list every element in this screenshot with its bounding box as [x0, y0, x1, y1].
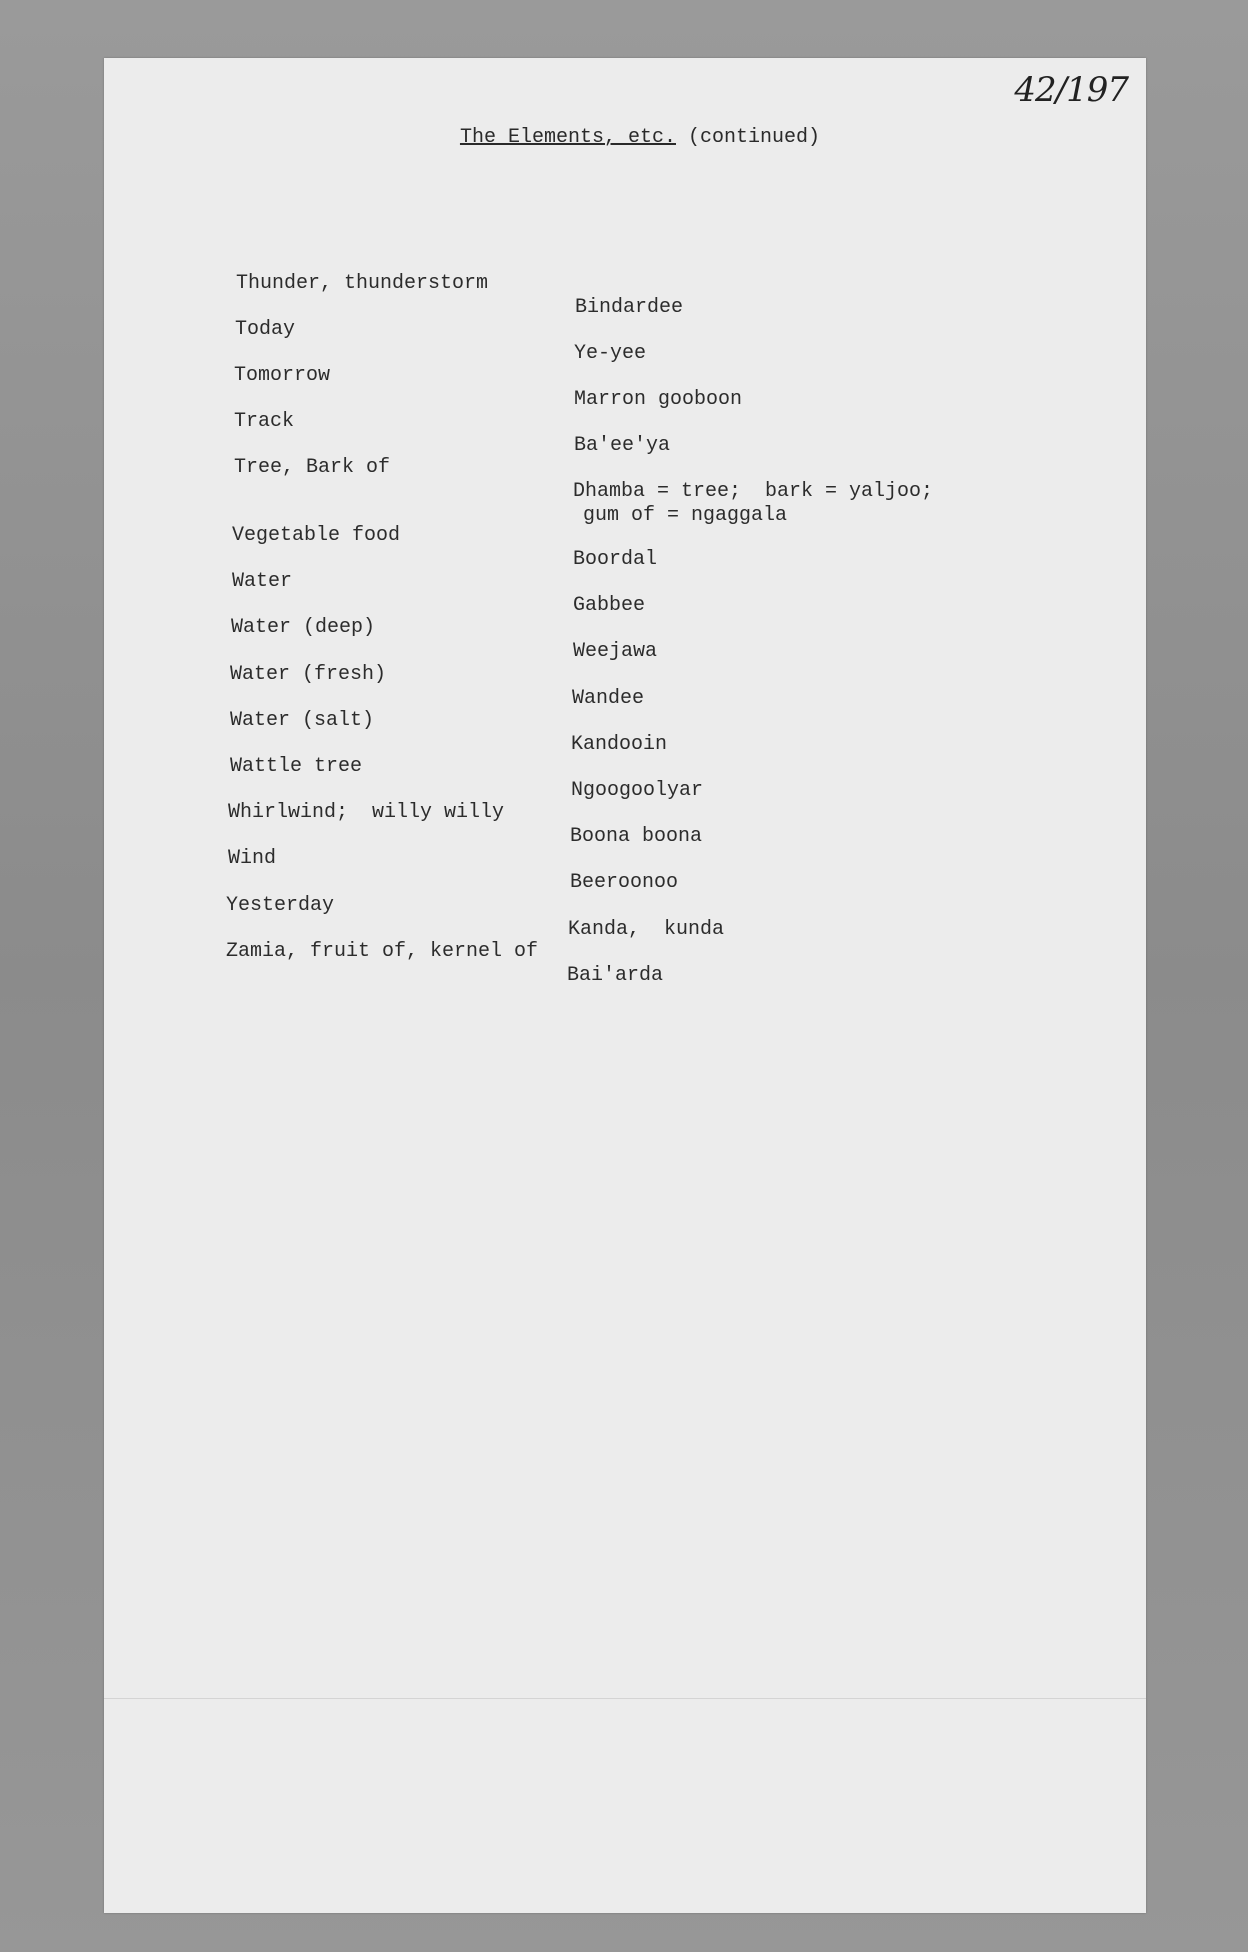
entry-gloss: [573, 480, 933, 528]
page-heading: [104, 126, 1146, 149]
entry-term: Wind: [228, 847, 277, 870]
entry-gloss-line: Dhamba = tree; bark = yaljoo;: [573, 480, 934, 503]
entry-gloss: Kanda, kunda: [568, 918, 725, 941]
entry-term: Water (salt): [230, 709, 375, 732]
entry-term: Water (fresh): [230, 663, 387, 686]
entry-term: Track: [234, 410, 295, 433]
entry-term: Whirlwind; willy willy: [228, 801, 505, 824]
entry-term: Tree, Bark of: [234, 456, 391, 479]
entry-gloss: Marron gooboon: [574, 388, 743, 411]
heading-suffix: (continued): [676, 126, 821, 149]
entry-gloss: Boordal: [573, 548, 658, 571]
document-page: [104, 58, 1146, 1913]
entry-term: Water (deep): [231, 616, 376, 639]
entry-term: Zamia, fruit of, kernel of: [226, 940, 539, 963]
entry-term: Yesterday: [226, 894, 335, 917]
entry-gloss: Weejawa: [573, 640, 658, 663]
entry-gloss: Bai'arda: [567, 964, 664, 987]
entry-term: Wattle tree: [230, 755, 363, 778]
entry-gloss: Beeroonoo: [570, 871, 679, 894]
entry-term: Water: [232, 570, 293, 593]
entry-term: Today: [235, 318, 296, 341]
entry-gloss: Ba'ee'ya: [574, 434, 671, 457]
entry-gloss: Gabbee: [573, 594, 646, 617]
heading-title: The Elements, etc.: [459, 126, 676, 149]
entry-gloss: Boona boona: [570, 825, 703, 848]
entry-gloss: Wandee: [572, 687, 645, 710]
entry-term: Vegetable food: [232, 524, 401, 547]
entry-term: Tomorrow: [234, 364, 331, 387]
paper-fold: [104, 1698, 1146, 1699]
folio-number: 42/197: [1014, 70, 1128, 110]
entry-gloss: Ye-yee: [574, 342, 647, 365]
entry-gloss-line: gum of = ngaggala: [583, 504, 788, 527]
entry-gloss: Kandooin: [571, 733, 668, 756]
entry-term: Thunder, thunderstorm: [236, 272, 489, 295]
entry-gloss: Ngoogoolyar: [571, 779, 704, 802]
entry-gloss: Bindardee: [575, 296, 684, 319]
